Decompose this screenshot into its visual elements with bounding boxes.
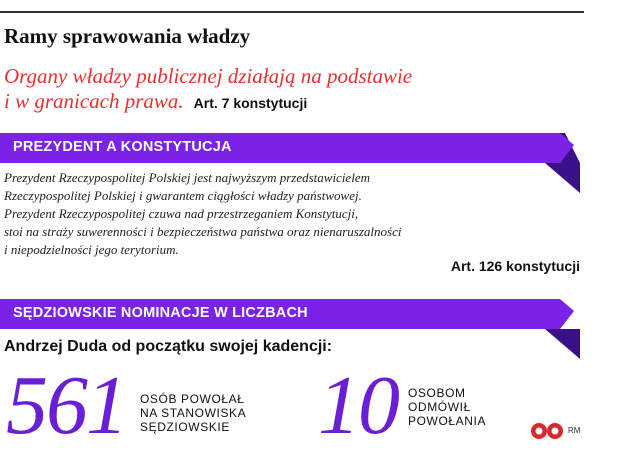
stat-label-refused <box>408 386 486 428</box>
stat-label-line: POWOŁANIA <box>408 414 487 428</box>
stat-label-line: NA STANOWISKA <box>140 406 247 420</box>
quote-line-2 <box>4 89 594 116</box>
stat-label-line: OSOBOM <box>408 386 466 400</box>
top-divider <box>0 11 584 13</box>
article-line: i niepodzielności jego terytorium. <box>4 242 179 257</box>
section-heading-president: PREZYDENT A KONSTYTUCJA <box>13 139 232 155</box>
stat-label-line: SĘDZIOWSKIE <box>140 420 230 434</box>
stat-label-appointed <box>140 392 246 434</box>
publisher-logo-icon <box>530 422 564 440</box>
section-heading-nominations: SĘDZIOWSKIE NOMINACJE W LICZBACH <box>13 305 308 321</box>
president-article-text <box>4 169 524 259</box>
stat-label-line: ODMÓWIŁ <box>408 400 471 414</box>
stat-number-appointed: 561 <box>6 359 126 452</box>
quote-line-2-text: i w granicach prawa. <box>4 89 184 113</box>
article-line: Rzeczypospolitej Polskiej i gwarantem ciągłości władzy państwowej. <box>4 188 362 203</box>
stat-number-refused: 10 <box>318 359 398 452</box>
constitution-quote <box>4 64 594 116</box>
page-title: Ramy sprawowania władzy <box>4 24 251 48</box>
nominations-subheading: Andrzej Duda od początku swojej kadencji: <box>4 338 333 355</box>
quote-source: Art. 7 konstytucji <box>193 95 308 111</box>
author-credit: RM <box>568 426 581 435</box>
article-source: Art. 126 konstytucji <box>450 258 580 274</box>
article-line: Prezydent Rzeczypospolitej czuwa nad przestrzeganiem Konstytucji, <box>4 206 359 221</box>
article-line: Prezydent Rzeczypospolitej Polskiej jest najwyższym przedstawicielem <box>4 170 370 185</box>
quote-line-1: Organy władzy publicznej działają na podstawie <box>4 64 413 88</box>
stat-label-line: OSÓB POWOŁAŁ <box>140 392 245 406</box>
article-line: stoi na straży suwerenności i bezpieczeństwa państwa oraz nienaruszalności <box>4 224 402 239</box>
